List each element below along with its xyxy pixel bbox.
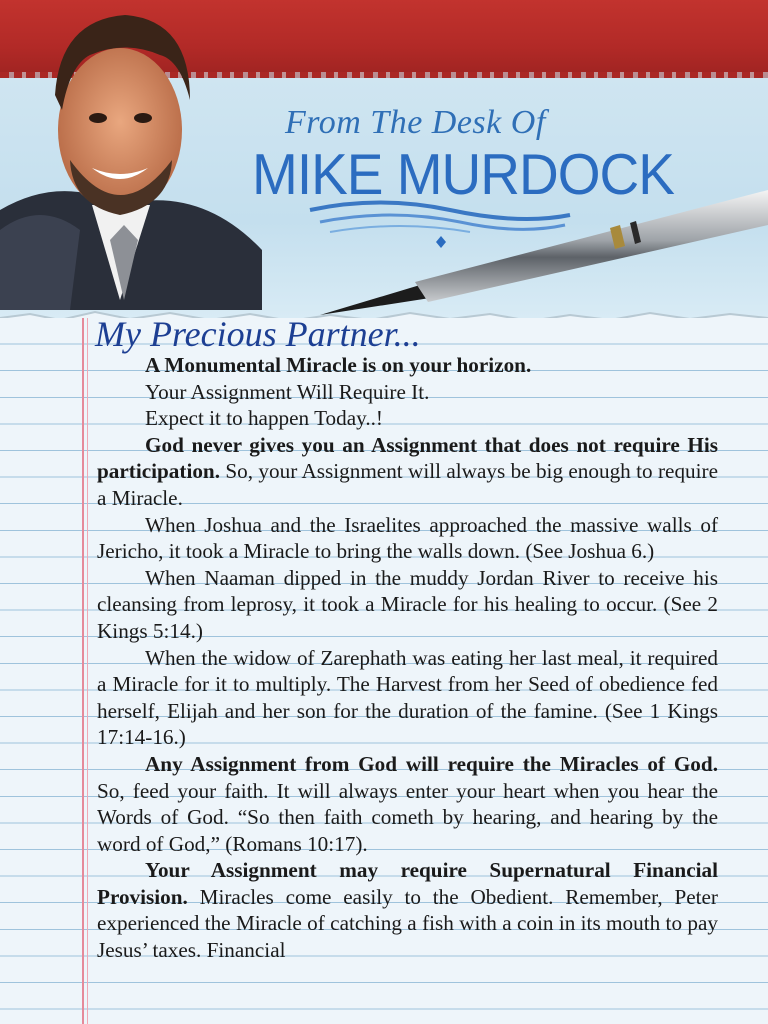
margin-line [82,318,84,1024]
header-title-name: MIKE MURDOCK [252,141,674,207]
letter-paragraph-5: When Joshua and the Israelites approached the massive walls of Jericho, it took a Miracle to bring the walls down. (See Joshua 6.) [97,512,718,564]
bold-text: God never gives you an Assignment that does not require His participation. [97,432,718,484]
letter-paragraph-3: Expect it to happen Today..! [145,406,383,431]
letter-paragraph-4 [97,432,718,512]
letter-paragraph-8 [97,751,718,857]
letter-body [97,352,718,964]
bold-text: Any Assignment from God will require the Miracles of God. [145,751,718,776]
letter-paragraph-9 [97,857,718,963]
margin-line-secondary [87,318,88,1024]
header-title-from: From The Desk Of [285,104,546,141]
greeting: My Precious Partner... [95,314,421,354]
body-text: Miracles come easily to the Obedient. Remember, Peter experienced the Miracle of catching a fish with a coin in its mouth to pay Jesus’ taxes. Financial [97,884,718,963]
letter-paragraph-7: When the widow of Zarephath was eating her last meal, it required a Miracle for it to multiply. The Harvest from her Seed of obedience fed herself, Elijah and her son for the duration of the famine. (See 1 Kings 17:14-16.) [97,645,718,750]
bold-text: A Monumental Miracle is on your horizon. [145,353,532,377]
bold-text: Your Assignment may require Supernatural Financial Provision. [97,858,718,909]
author-portrait [0,0,262,310]
letter-paragraph-6: When Naaman dipped in the muddy Jordan River to receive his cleansing from leprosy, it took a Miracle for his healing to occur. (See 2 Kings 5:14.) [97,565,718,643]
body-text: So, feed your faith. It will always enter your heart when you hear the Words of God. “So then faith cometh by hearing, and hearing by the word of God,” (Romans 10:17). [97,778,718,856]
body-text: So, your Assignment will always be big enough to require a Miracle. [97,459,718,510]
letter-paragraph-1 [97,352,718,379]
letter-paragraph-2: Your Assignment Will Require It. [145,379,430,404]
